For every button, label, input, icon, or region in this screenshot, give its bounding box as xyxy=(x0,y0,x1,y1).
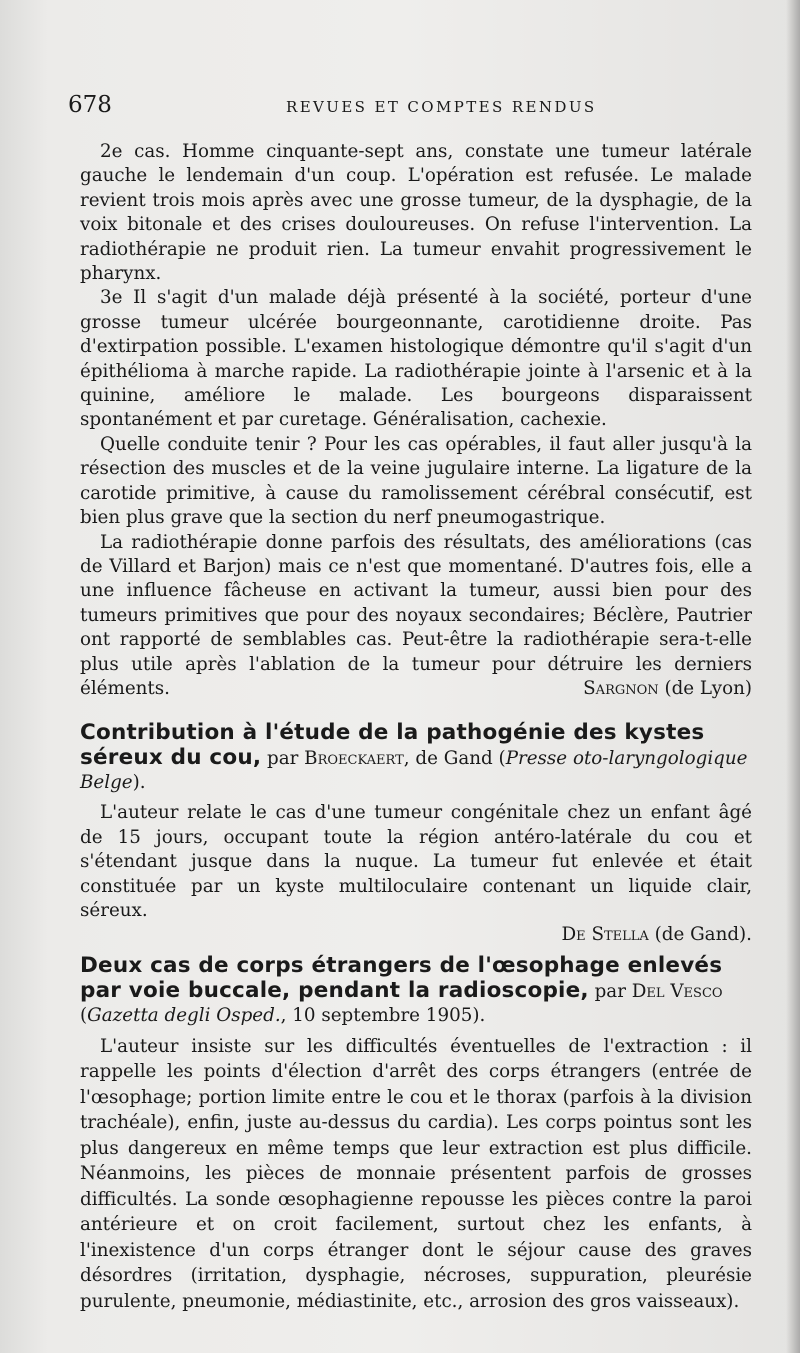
article-kystes-header xyxy=(80,721,752,795)
page-number: 678 xyxy=(68,92,112,118)
signature-sargnon xyxy=(583,677,752,701)
case-3-paragraph: 3e Il s'agit d'un malade déjà présenté à la société, porteur d'une grosse tumeur ulcérée bourgeonnante, carotidienne droite. Pas d'extirpation possible. L'examen histologique démontre qu'il s'agit d'un épithélioma à marche rapide. La radiothérapie jointe à l'arsenic et à la quinine, améliore le malade. Les bourgeons disparaissent spontanément et par curetage. Généralisation, cachexie. xyxy=(80,287,752,431)
article-title: Contribution à l'étude de la pathogénie des kystes séreux du cou, xyxy=(80,720,705,771)
article-body-text: L'auteur relate le cas d'une tumeur congénitale chez un enfant âgé de 15 jours, occupant toute la région antéro-latérale du cou et s'étendant jusque dans la nuque. La tumeur fut enlevée et était constituée par un kyste multiloculaire contenant un liquide clair, séreux. xyxy=(80,802,752,921)
signature-name: Sargnon xyxy=(583,677,659,699)
article-journal: Gazetta degli Osped. xyxy=(87,1004,281,1026)
article-oesophage-header: Deux cas de corps étrangers de l'œsophage enlevés par voie buccale, pendant la radioscopie, par Del Vesco (Gazetta degli Osped., 10 septembre 1905). xyxy=(80,952,723,1026)
article-by: par xyxy=(594,980,626,1002)
signature-de-stella xyxy=(562,923,753,947)
article-close: ). xyxy=(132,772,146,794)
article-kystes-body xyxy=(80,801,752,946)
article-author: Broeckaert xyxy=(304,748,404,770)
page-header xyxy=(68,92,758,122)
article-oesophage-body: L'auteur insiste sur les difficultés éventuelles de l'extraction : il rappelle les points d'élection d'arrêt des corps étrangers (entrée de l'œsophage; portion limite entre le cou et le thorax (parfois à la division trachéale), enfin, juste au-dessus du cardia). Les corps pointus sont les plus dangereux en même temps que leur extraction est plus difficile. Néanmoins, les pièces de monnaie présentent parfois de grosses difficultés. La sonde œsophagienne repousse les pièces contre la paroi antérieure et on croit facilement, surtout chez les enfants, à l'inexistence d'un corps étranger dont le séjour cause des graves désordres (irritation, dysphagie, nécroses, suppuration, pleurésie purulente, pneumonie, médiastinite, etc., arrosion des gros vaisseaux). xyxy=(80,1035,752,1312)
signature-place: (de Lyon) xyxy=(664,677,752,699)
signature-place: (de Gand). xyxy=(654,924,752,946)
article-journal: Presse oto-laryngologique Belge xyxy=(80,748,748,794)
radiotherapy-paragraph xyxy=(80,531,752,702)
article-date: , 10 septembre 1905). xyxy=(280,1004,486,1026)
case-2-paragraph: 2e cas. Homme cinquante-sept ans, constate une tumeur latérale gauche le lendemain d'un coup. L'opération est refusée. Le malade revient trois mois après avec une grosse tumeur, de la dysphagie, de la voix bitonale et des crises douloureuses. On refuse l'intervention. La radiothérapie ne produit rien. La tumeur envahit progressivement le pharynx. xyxy=(80,141,752,285)
article-author: Del Vesco xyxy=(631,980,723,1002)
radiotherapy-text: La radiothérapie donne parfois des résultats, des améliorations (cas de Villard et Barjon) mais ce n'est que momentané. D'autres fois, elle a une influence fâcheuse en activant la tumeur, aussi bien pour des tumeurs primitives que pour des noyaux secondaires; Béclère, Pautrier ont rapporté de semblables cas. Peut-être la radiothérapie sera-t-elle plus utile après l'ablation de la tumeur pour détruire les derniers éléments. xyxy=(80,531,752,699)
conduct-paragraph: Quelle conduite tenir ? Pour les cas opérables, il faut aller jusqu'à la résection des muscles et de la veine jugulaire interne. La ligature de la carotide primitive, à cause du ramolissement cérébral consécutif, est bien plus grave que la section du nerf pneumogastrique. xyxy=(80,433,752,529)
running-head: REVUES ET COMPTES RENDUS xyxy=(286,98,597,116)
page-body xyxy=(80,140,752,1314)
signature-name: De Stella xyxy=(561,924,649,946)
page-edge-shadow xyxy=(786,0,800,1353)
article-by: par xyxy=(267,748,299,770)
article-title: Deux cas de corps étrangers de l'œsophage enlevés par voie buccale, pendant la radioscopie, xyxy=(80,952,723,1003)
article-location: , de Gand ( xyxy=(403,748,506,770)
